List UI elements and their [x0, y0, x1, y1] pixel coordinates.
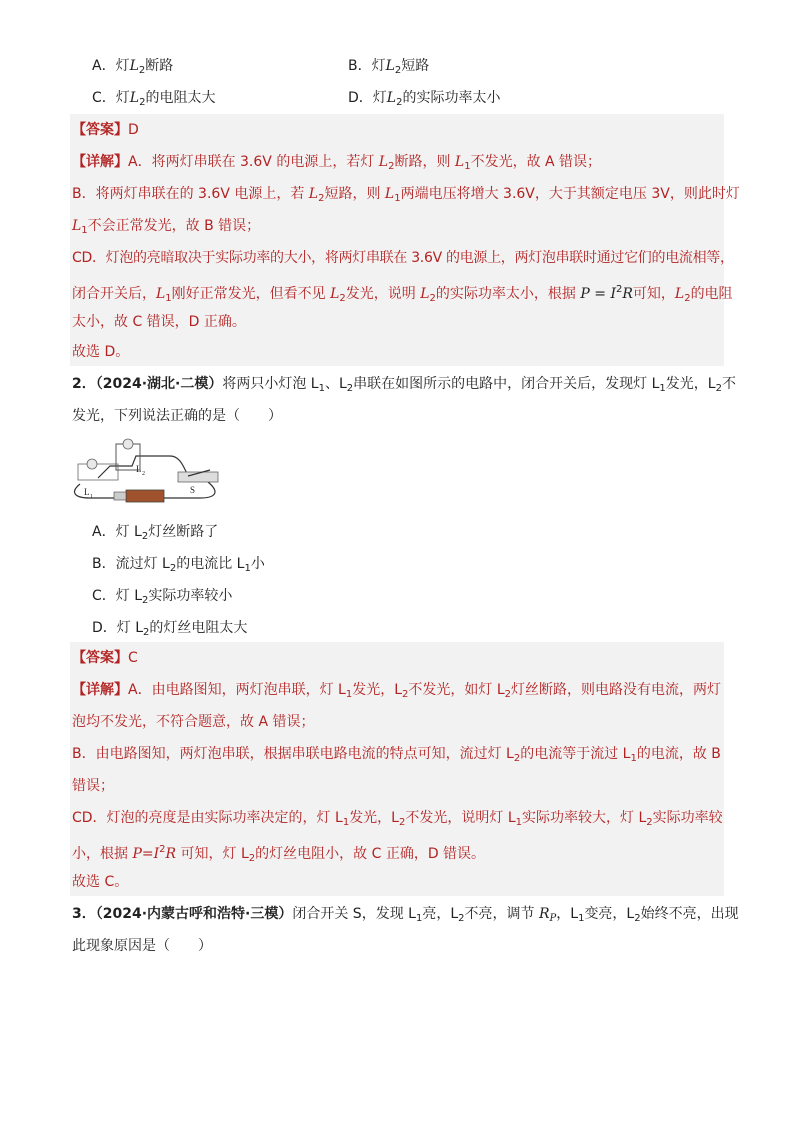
fig-label-l2-sub: 2: [142, 471, 145, 477]
fig-label-s: S: [190, 485, 196, 495]
q2-circuit-figure: [70, 436, 220, 504]
q1-detail-cd3: 太小，故 C 错误，D 正确。: [72, 314, 246, 330]
fig-label-l2: L: [136, 464, 142, 474]
q1-option-b: B．灯$L_2$短路: [348, 58, 430, 76]
q2-option-a: A．灯 $L_2$灯丝断路了: [92, 524, 219, 542]
q2-conclusion: 故选 C。: [72, 874, 129, 890]
q1-detail-cd1: CD．灯泡的亮暗取决于实际功率的大小，将两灯串联在 3.6V 的电源上，两灯泡串联时通过它们的电流相等，: [72, 250, 734, 266]
q1-detail-b1: B．将两灯串联在的 3.6V 电源上，若 $L_2$短路，则 $L_1$两端电压将增大 3.6V，大于其额定电压 3V，则此时灯: [72, 186, 740, 204]
q3-stem-line1: 3．（2024·内蒙古呼和浩特·三模）闭合开关 S，发现 $L_1$亮，$L_2$不亮，调节 $R_P$，$L_1$变亮，$L_2$始终不亮，出现: [72, 906, 739, 924]
q3-stem-line2: 此现象原因是（ ）: [72, 938, 212, 954]
q1-detail-b2: $L_1$不会正常发光，故 B 错误；: [72, 218, 261, 236]
q2-detail-cd2: 小，根据 $P=I^2R$ 可知，灯 $L_2$的灯丝电阻小，故 C 正确，D 错误。: [72, 844, 486, 864]
q2-detail-a2: 泡均不发光，不符合题意，故 A 错误；: [72, 714, 315, 730]
q2-stem-line1: 2．（2024·湖北·二模）将两只小灯泡 $L_1$、$L_2$串联在如图所示的电路中，闭合开关后，发现灯 $L_1$发光，$L_2$不: [72, 376, 736, 394]
q1-option-d: D．灯$L_2$的实际功率太小: [348, 90, 501, 108]
q1-option-c: C．灯$L_2$的电阻太大: [92, 90, 216, 108]
q2-detail-b1: B．由电路图知，两灯泡串联，根据串联电路电流的特点可知，流过灯 $L_2$的电流等于流过 $L_1$的电流，故 B: [72, 746, 721, 764]
q1-option-a: A．灯$L_2$断路: [92, 58, 174, 76]
fig-label-l1-sub: 1: [90, 494, 93, 500]
q1-detail-a: 【详解】A．将两灯串联在 3.6V 的电源上，若灯 $L_2$断路，则 $L_1$不发光，故 A 错误；: [72, 154, 602, 172]
q2-option-c: C．灯 $L_2$实际功率较小: [92, 588, 233, 606]
q2-stem-line2: 发光，下列说法正确的是（ ）: [72, 408, 282, 424]
q2-detail-a1: 【详解】A．由电路图知，两灯泡串联，灯 $L_1$发光，$L_2$不发光，如灯 $L_2$灯丝断路，则电路没有电流，两灯: [72, 682, 722, 700]
q1-detail-cd2: 闭合开关后，$L_1$刚好正常发光，但看不见 $L_2$发光，说明 $L_2$的实际功率太小，根据 $P = I^2R$可知，$L_2$的电阻: [72, 284, 733, 304]
q2-answer: 【答案】C: [72, 650, 138, 666]
q1-conclusion: 故选 D。: [72, 344, 130, 360]
q1-answer: 【答案】D: [72, 122, 139, 138]
fig-label-l1: L: [84, 487, 90, 497]
q2-detail-b2: 错误；: [72, 778, 114, 794]
q2-detail-cd1: CD．灯泡的亮度是由实际功率决定的，灯 $L_1$发光，$L_2$不发光，说明灯 $L_1$实际功率较大，灯 $L_2$实际功率较: [72, 810, 723, 828]
q2-option-d: D．灯 $L_2$的灯丝电阻太大: [92, 620, 248, 638]
q2-option-b: B．流过灯 $L_2$的电流比 $L_1$小: [92, 556, 265, 574]
